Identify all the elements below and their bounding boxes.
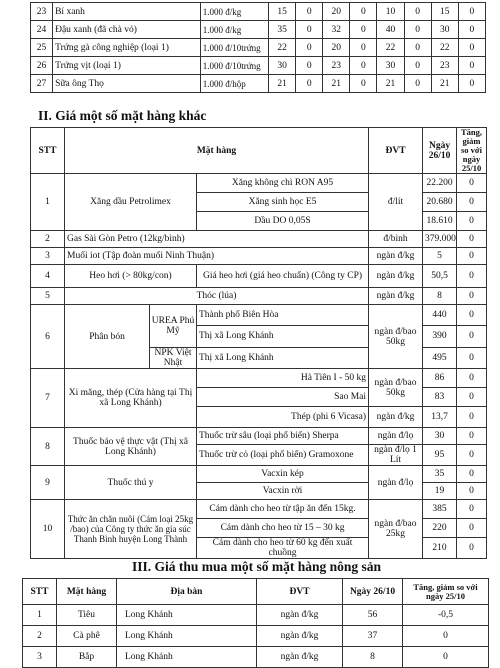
unit: đ/bình (369, 231, 423, 248)
item-name: Phân bón (89, 331, 125, 342)
unit: 1.000 đ/kg (200, 3, 268, 21)
row-stt: 26 (31, 57, 53, 75)
change: -0,5 (403, 605, 489, 626)
price-cell: 35 (269, 21, 296, 39)
price-cell: 0 (296, 39, 323, 57)
row-stt: 5 (31, 288, 65, 305)
unit: ngàn đ/lọ (369, 428, 423, 445)
sub-item: Vacxin rời (197, 483, 369, 500)
row-stt: 6 (31, 305, 65, 369)
unit: 1.000 đ/10trứng (200, 57, 268, 75)
area: Long Khánh (117, 626, 257, 647)
unit: 1.000 đ/hộp (200, 75, 268, 93)
item-name: Bắp (57, 647, 117, 668)
price: 8 (423, 288, 457, 305)
item-name: Tiêu (57, 605, 117, 626)
price-cell: 22 (377, 39, 404, 57)
unit: ngàn đ/kg (369, 288, 423, 305)
price-cell: 0 (404, 57, 431, 75)
sub-item: Hà Tiên I - 50 kg (197, 369, 369, 388)
row-stt: 27 (31, 75, 53, 93)
table-row (31, 21, 486, 39)
price-cell: 23 (431, 57, 458, 75)
price-cell: 22 (269, 39, 296, 57)
table-row (31, 57, 486, 75)
header-item: Mặt hàng (57, 579, 117, 605)
unit: ngàn đ/lọ (369, 466, 423, 500)
header-change: Tăng, giảm so với ngày 25/10 (457, 128, 487, 174)
price-cell: 21 (323, 75, 350, 93)
change: 0 (457, 193, 487, 212)
price-cell: 20 (323, 3, 350, 21)
table-row (31, 75, 486, 93)
price: 385 (423, 500, 457, 519)
row-stt: 7 (31, 369, 65, 428)
sub-item: Thuốc trừ cỏ (loại phổ biến) Gramoxone (197, 445, 369, 466)
sub-item: Cám dành cho heo từ 15 – 30 kg (197, 519, 369, 538)
change: 0 (457, 265, 487, 288)
header-item: Mặt hàng (65, 128, 369, 174)
price-cell: 21 (269, 75, 296, 93)
sub-item: Thị xã Long Khánh (197, 326, 369, 347)
unit: 1.000 đ/kg (200, 21, 268, 39)
price: 35 (423, 466, 457, 483)
price: 495 (423, 347, 457, 368)
area: Long Khánh (117, 647, 257, 668)
price: 22.200 (423, 174, 457, 193)
item-name: Thóc (lúa) (65, 288, 369, 305)
row-stt: 24 (31, 21, 53, 39)
change: 0 (457, 174, 487, 193)
header-change: Tăng, giảm so với ngày 25/10 (403, 579, 489, 605)
price: 37 (343, 626, 403, 647)
price-cell: 0 (296, 57, 323, 75)
row-stt: 23 (31, 3, 53, 21)
area: Long Khánh (117, 605, 257, 626)
price: 18.610 (423, 212, 457, 231)
unit: ngàn đ/bao 50kg (369, 369, 423, 407)
row-stt: 1 (23, 605, 57, 626)
item-name: Thuốc thú y (65, 466, 197, 500)
change: 0 (457, 231, 487, 248)
price-cell: 30 (377, 57, 404, 75)
price-cell: 0 (404, 3, 431, 21)
price-cell: 21 (377, 75, 404, 93)
change: 0 (457, 519, 487, 538)
change: 0 (457, 500, 487, 519)
sub-item: Thành phố Biên Hòa (197, 305, 369, 326)
header-stt: STT (31, 128, 65, 174)
sub-item: Xăng sinh học E5 (197, 193, 369, 212)
change: 0 (457, 483, 487, 500)
price: 50,5 (423, 265, 457, 288)
price: 5 (423, 248, 457, 265)
price: 56 (343, 605, 403, 626)
sub-item: Sao Mai (197, 388, 369, 407)
change: 0 (457, 212, 487, 231)
row-stt: 3 (23, 647, 57, 668)
price: 86 (423, 369, 457, 388)
price-cell: 0 (350, 75, 377, 93)
row-stt: 10 (31, 500, 65, 559)
row-stt: 1 (31, 174, 65, 231)
price-cell: 0 (296, 21, 323, 39)
price-cell: 20 (323, 39, 350, 57)
change: 0 (457, 248, 487, 265)
change: 0 (457, 445, 487, 466)
header-stt: STT (23, 579, 57, 605)
change: 0 (457, 288, 487, 305)
table-row (23, 647, 489, 668)
change: 0 (457, 538, 487, 559)
item-name: Trứng gà công nghiệp (loại 1) (53, 39, 201, 57)
unit: đ/lít (369, 174, 423, 231)
item-name: Xăng dầu Petrolimex (65, 174, 197, 231)
price: 220 (423, 519, 457, 538)
row-stt: 2 (23, 626, 57, 647)
price: 30 (423, 428, 457, 445)
change: 0 (457, 388, 487, 407)
change: 0 (457, 347, 487, 368)
table-row (23, 605, 489, 626)
price-cell: 0 (458, 75, 485, 93)
sub-item: Xăng không chì RON A95 (197, 174, 369, 193)
price-cell: 40 (377, 21, 404, 39)
change: 0 (457, 305, 487, 326)
unit: ngàn đ/lọ 1 Lít (369, 445, 423, 466)
item-name: Gas Sài Gòn Petro (12kg/bình) (65, 231, 369, 248)
change: 0 (457, 428, 487, 445)
price-cell: 0 (404, 21, 431, 39)
sub-item: Giá heo hơi (giá heo chuẩn) (Công ty CP) (197, 265, 369, 288)
section-2-title: II. Giá một số mặt hàng khác (38, 108, 207, 123)
change: 0 (457, 466, 487, 483)
price-cell: 21 (431, 75, 458, 93)
header-date: Ngày 26/10 (343, 579, 403, 605)
item-name: Đậu xanh (đã chà vỏ) (53, 21, 201, 39)
price-cell: 0 (404, 75, 431, 93)
price: 20.680 (423, 193, 457, 212)
row-stt: 25 (31, 39, 53, 57)
brand-urea: UREA Phú Mỹ (150, 305, 196, 348)
item-name: Bí xanh (53, 3, 201, 21)
price-cell: 0 (458, 57, 485, 75)
price-cell: 10 (377, 3, 404, 21)
price-cell: 0 (296, 75, 323, 93)
price: 390 (423, 326, 457, 347)
price: 19 (423, 483, 457, 500)
table-row (23, 626, 489, 647)
unit: 1.000 đ/10trứng (200, 39, 268, 57)
price-table-continued (30, 2, 486, 93)
sub-item: Thuốc trừ sâu (loại phổ biến) Sherpa (197, 428, 369, 445)
item-name: Thức ăn chăn nuôi (Cám loại 25kg /bao) của Công ty thức ăn gia súc Thanh Bình huyện Long Thành (65, 500, 197, 559)
item-name: Trứng vịt (loại 1) (53, 57, 201, 75)
sub-item: Cám dành cho heo từ tập ăn đến 15kg. (197, 500, 369, 519)
farm-produce-table (22, 578, 489, 668)
item-name: Heo hơi (> 80kg/con) (65, 265, 197, 288)
unit: ngàn đ/kg (369, 407, 423, 428)
price: 8 (343, 647, 403, 668)
price-cell: 30 (269, 57, 296, 75)
table-row (31, 3, 486, 21)
header-area: Địa bàn (117, 579, 257, 605)
price: 379.000 (423, 231, 457, 248)
row-stt: 2 (31, 231, 65, 248)
change: 0 (457, 369, 487, 388)
price-cell: 0 (458, 3, 485, 21)
row-stt: 4 (31, 265, 65, 288)
unit: ngàn đ/kg (369, 248, 423, 265)
price: 95 (423, 445, 457, 466)
item-name: Xi măng, thép (Cửa hàng tại Thị xã Long Khánh) (65, 369, 197, 428)
change: 0 (403, 626, 489, 647)
price-cell: 22 (431, 39, 458, 57)
price-cell: 15 (431, 3, 458, 21)
item-name: Muối iot (Tập đoàn muối Ninh Thuận) (65, 248, 369, 265)
brand-npk: NPK Việt Nhật (154, 348, 192, 368)
unit: ngàn đ/kg (257, 626, 343, 647)
row-stt: 3 (31, 248, 65, 265)
price-cell: 0 (458, 21, 485, 39)
sub-item: Vacxin kép (197, 466, 369, 483)
unit: ngàn đ/bao 50kg (369, 305, 423, 369)
price-cell: 0 (350, 57, 377, 75)
price-cell: 0 (296, 3, 323, 21)
item-name: Cà phê (57, 626, 117, 647)
price-cell: 0 (350, 3, 377, 21)
price-cell: 0 (404, 39, 431, 57)
change: 0 (403, 647, 489, 668)
price-cell: 0 (458, 39, 485, 57)
price: 83 (423, 388, 457, 407)
row-stt: 8 (31, 428, 65, 466)
section-3-title: III. Giá thu mua một số mặt hàng nông sản (132, 559, 382, 574)
sub-item: Dầu DO 0,05S (197, 212, 369, 231)
item-name: Sữa ông Thọ (53, 75, 201, 93)
price: 13,7 (423, 407, 457, 428)
price-cell: 0 (350, 39, 377, 57)
unit: ngàn đ/kg (257, 605, 343, 626)
unit: ngàn đ/kg (369, 265, 423, 288)
change: 0 (457, 326, 487, 347)
price: 210 (423, 538, 457, 559)
row-stt: 9 (31, 466, 65, 500)
unit: ngàn đ/kg (257, 647, 343, 668)
price-cell: 15 (269, 3, 296, 21)
header-date: Ngày 26/10 (423, 128, 457, 174)
item-name: Thuốc bảo vệ thực vật (Thị xã Long Khánh) (65, 428, 197, 466)
price-cell: 23 (323, 57, 350, 75)
price-cell: 0 (350, 21, 377, 39)
price-cell: 30 (431, 21, 458, 39)
sub-item: Cám dành cho heo từ 60 kg đến xuất chuồng (197, 538, 369, 559)
sub-item: Thị xã Long Khánh (197, 347, 369, 368)
price-cell: 32 (323, 21, 350, 39)
price: 440 (423, 305, 457, 326)
other-goods-table (30, 127, 487, 559)
header-unit: ĐVT (369, 128, 423, 174)
unit: ngàn đ/bao 25kg (369, 500, 423, 559)
change: 0 (457, 407, 487, 428)
sub-item: Thép (phi 6 Vicasa) (197, 407, 369, 428)
header-unit: ĐVT (257, 579, 343, 605)
fertilizer-cell (65, 305, 197, 369)
table-row (31, 39, 486, 57)
